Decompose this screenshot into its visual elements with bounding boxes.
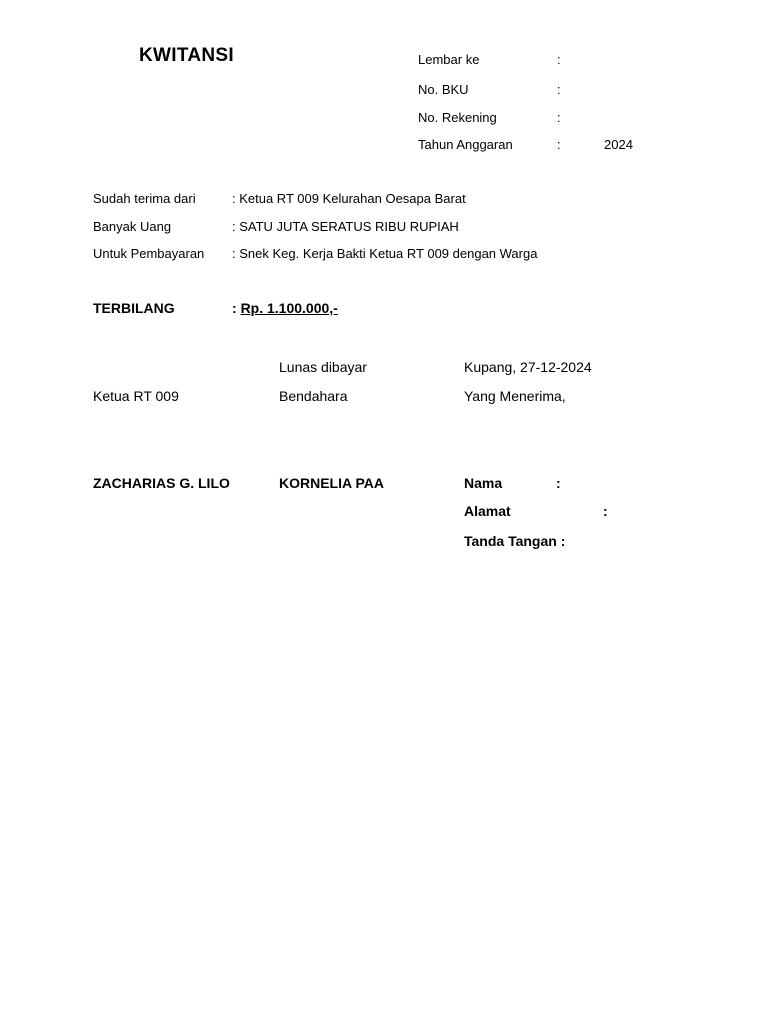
tahun-value: 2024: [604, 137, 633, 152]
amount-line: [232, 300, 338, 316]
amount-label: TERBILANG: [93, 300, 175, 316]
amount-value: Rp. 1.100.000,-: [240, 300, 338, 316]
lembar-colon: :: [557, 52, 561, 67]
lembar-label: Lembar ke: [418, 52, 480, 67]
lunas-label: Lunas dibayar: [279, 359, 367, 375]
signer-role-ketua: Ketua RT 009: [93, 388, 179, 404]
signer-name-bendahara: KORNELIA PAA: [279, 475, 384, 491]
bku-colon: :: [557, 82, 561, 97]
alamat-colon: :: [603, 503, 608, 519]
tanda-tangan-label: Tanda Tangan :: [464, 533, 566, 549]
dari-label: Sudah terima dari: [93, 191, 196, 206]
uang-value: : SATU JUTA SERATUS RIBU RUPIAH: [232, 219, 459, 234]
signer-role-penerima: Yang Menerima,: [464, 388, 566, 404]
page-title: KWITANSI: [139, 45, 234, 66]
bayar-value: : Snek Keg. Kerja Bakti Ketua RT 009 dengan Warga: [232, 246, 538, 261]
rekening-label: No. Rekening: [418, 110, 497, 125]
dari-value: : Ketua RT 009 Kelurahan Oesapa Barat: [232, 191, 466, 206]
alamat-label: Alamat: [464, 503, 511, 519]
bku-label: No. BKU: [418, 82, 469, 97]
uang-label: Banyak Uang: [93, 219, 172, 234]
tahun-label: Tahun Anggaran: [418, 137, 513, 152]
rekening-colon: :: [557, 110, 561, 125]
place-date: Kupang, 27-12-2024: [464, 359, 592, 375]
signer-name-ketua: ZACHARIAS G. LILO: [93, 475, 230, 491]
bayar-label: Untuk Pembayaran: [93, 246, 205, 261]
tahun-colon: :: [557, 137, 561, 152]
nama-colon: :: [556, 475, 561, 491]
signer-role-bendahara: Bendahara: [279, 388, 348, 404]
nama-label: Nama: [464, 475, 503, 491]
amount-colon: :: [232, 300, 241, 316]
